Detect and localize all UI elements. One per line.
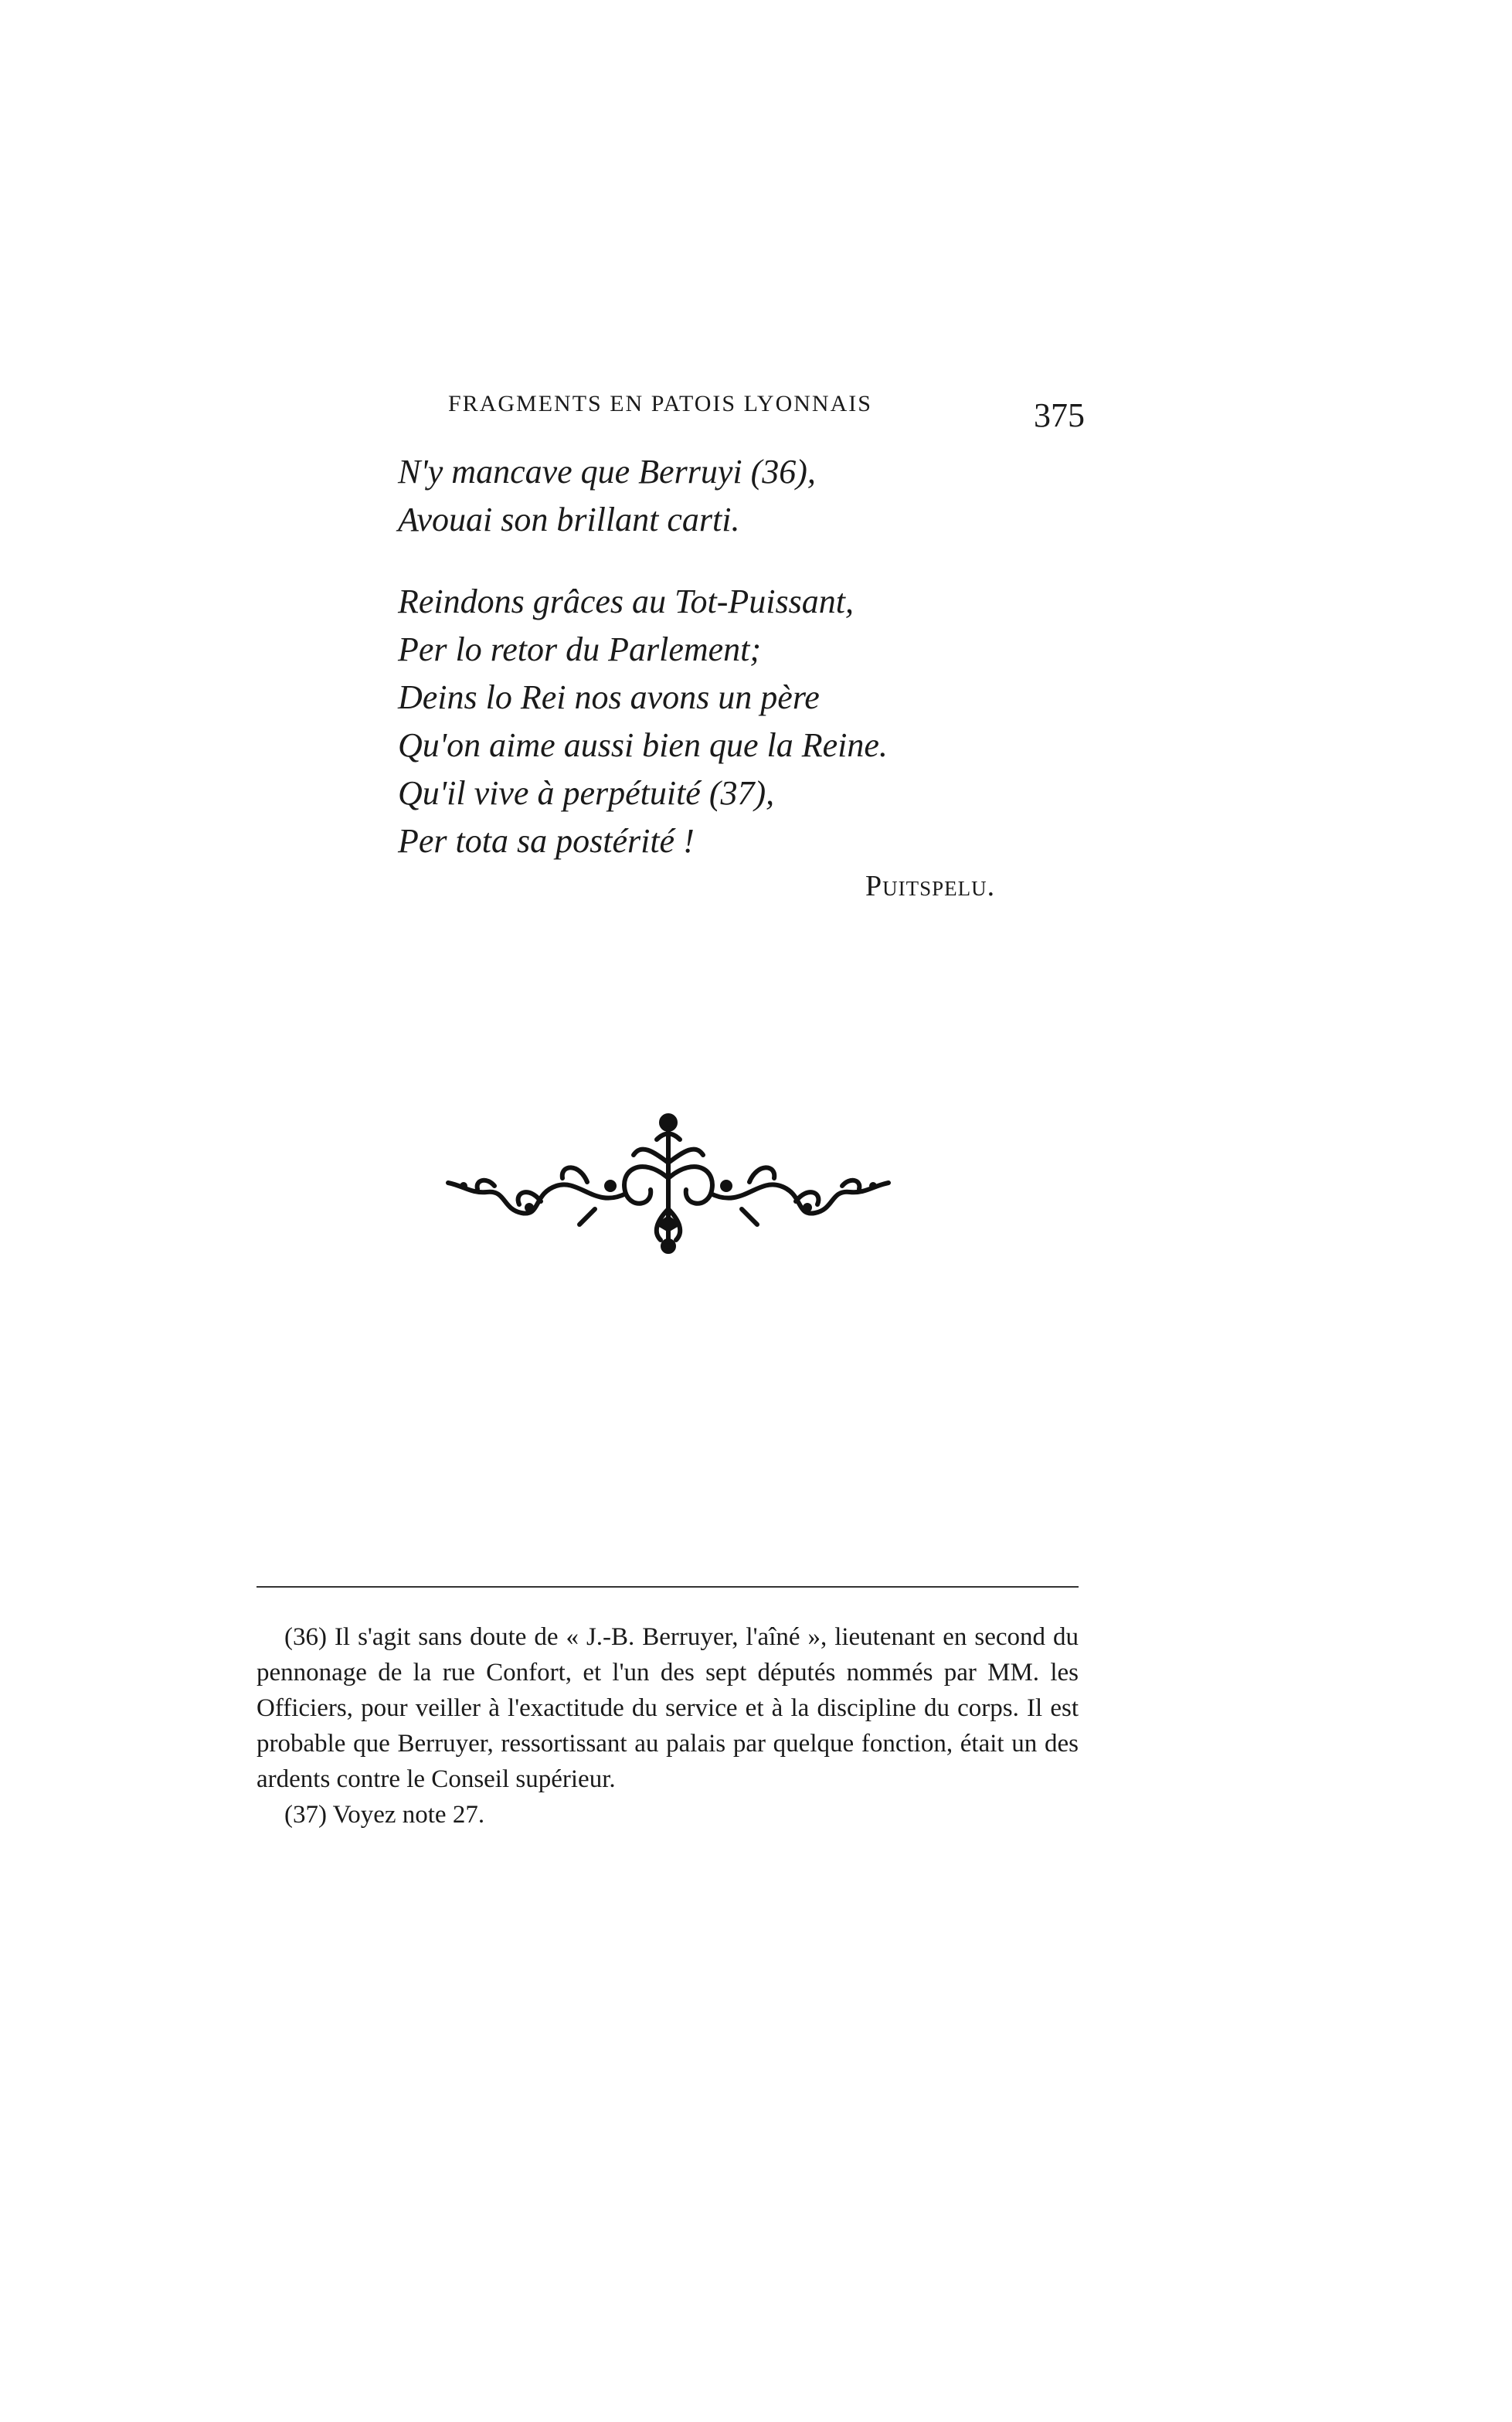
- page-number: 375: [1034, 396, 1085, 434]
- fleuron-ornament-icon: [433, 1109, 904, 1255]
- verse-line: Qu'on aime aussi bien que la Reine.: [398, 726, 888, 764]
- footnote-37: (37) Voyez note 27.: [284, 1801, 485, 1829]
- running-head: FRAGMENTS EN PATOIS LYONNAIS: [448, 391, 872, 416]
- footnotes: [257, 1619, 1079, 1833]
- poem-stanza-1: [398, 448, 816, 544]
- verse-line: N'y mancave que Berruyi (36),: [398, 453, 816, 491]
- verse-line: Per tota sa postérité !: [398, 822, 695, 860]
- verse-line: Qu'il vive à perpétuité (37),: [398, 774, 775, 812]
- footnote-36: (36) Il s'agit sans doute de « J.-B. Berruyer, l'aîné », lieutenant en second du pennonage de la rue Confort, et l'un des sept députés nommés par MM. les Officiers, pour veiller à l'exactitude du service et à la discipline du corps. Il est probable que Berruyer, ressortissant au palais par quelque fonction, était un des ardents contre le Conseil supérieur.: [257, 1623, 1079, 1793]
- verse-line: Avouai son brillant carti.: [398, 501, 740, 538]
- author-signature: Puitspelu.: [865, 870, 996, 902]
- verse-line: Per lo retor du Parlement;: [398, 630, 762, 668]
- footnote-separator: [257, 1586, 1079, 1588]
- verse-line: Deins lo Rei nos avons un père: [398, 678, 820, 716]
- verse-line: Reindons grâces au Tot-Puissant,: [398, 583, 854, 620]
- poem-stanza-2: [398, 578, 888, 865]
